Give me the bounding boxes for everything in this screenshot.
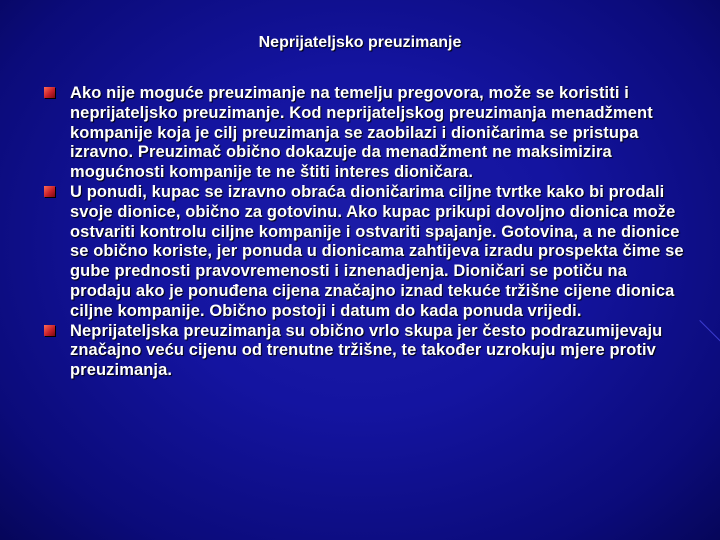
slide-title: Neprijateljsko preuzimanje [258,34,462,51]
decorative-line [699,320,720,349]
square-bullet-icon [44,186,55,197]
bullet-item [44,183,684,322]
bullet-text: U ponudi, kupac se izravno obraća dioničarima ciljne tvrtke kako bi prodali svoje dionice, obično za gotovinu. Ako kupac prikupi dovoljno dionica može ostvariti kontrolu ciljne kompanije i ostvariti spajanje. Gotovina, a ne dionice se obično koriste, jer ponuda u dionicama zahtijeva izradu prospekta čime se gube prednosti pravovremenosti i iznenadjenja. Dioničari se potiču na prodaju ako je ponuđena cijena značajno iznad tekuće tržišne cijene dionica ciljne kompanije. Obično postoji i datum do kada ponuda vrijedi. [70,182,684,320]
bullet-item [44,322,684,381]
bullet-text: Ako nije moguće preuzimanje na temelju pregovora, može se koristiti i neprijateljsko preuzimanje. Kod neprijateljskog preuzimanja menadžment kompanije koja je cilj preuzimanja se zaobilazi i dioničarima se pristupa izravno. Preuzimač obično dokazuje da menadžment ne maksimizira mogućnosti kompanije te ne štiti interes dioničara. [70,84,653,182]
bullet-list [44,84,684,381]
square-bullet-icon [44,325,55,336]
square-bullet-icon [44,87,55,98]
bullet-text: Neprijateljska preuzimanja su obično vrlo skupa jer često podrazumijevaju značajno veću cijenu od trenutne tržišne, te također uzrokuju mjere protiv preuzimanja. [70,321,663,380]
bullet-item [44,84,684,183]
